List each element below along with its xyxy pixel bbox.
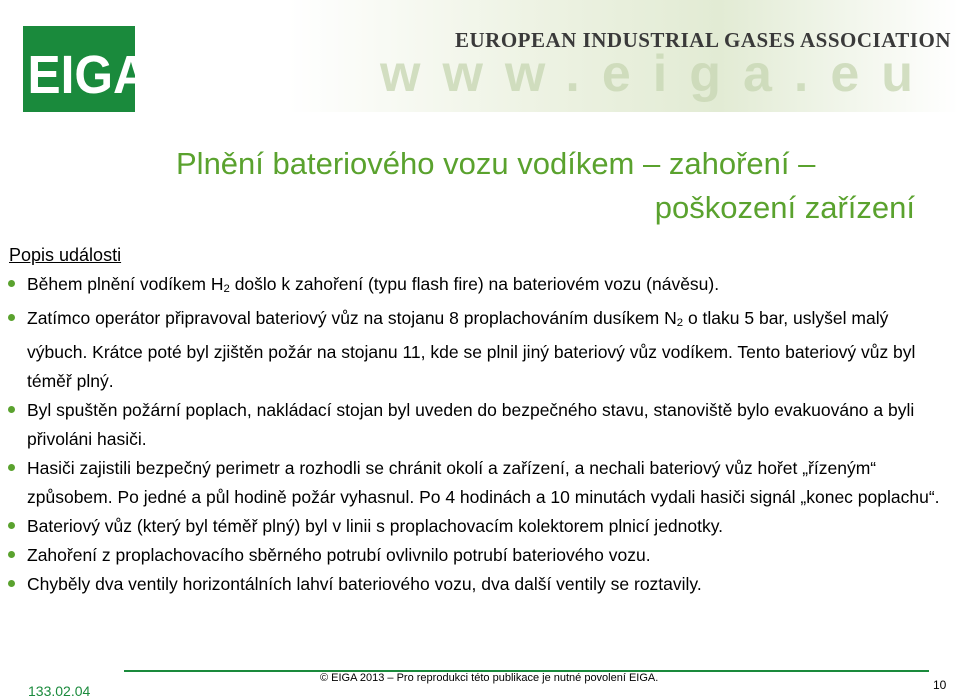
association-name: EUROPEAN INDUSTRIAL GASES ASSOCIATION (455, 28, 951, 52)
bullet-icon (8, 464, 15, 471)
bullet-icon (8, 280, 15, 287)
bullet-icon (8, 580, 15, 587)
bullet-icon (8, 314, 15, 321)
bullet-text: Byl spuštěn požární poplach, nakládací stojan byl uveden do bezpečného stavu, stanoviště bylo evakuováno a byli přivoláni hasiči. (27, 400, 915, 449)
eiga-logo (23, 26, 149, 112)
bullet-text-cont: o tlaku 5 bar, uslyšel malý výbuch. Krátce poté byl zjištěn požár na stojanu 11, kde se plnil jiný bateriový vůz vodíkem. Tento bateriový vůz byl téměř plný. (27, 308, 916, 391)
bullet-text: Chyběly dva ventily horizontálních lahví bateriového vozu, dva další ventily se roztavily. (27, 574, 702, 594)
bullet-text: Během plnění vodíkem H (27, 274, 224, 294)
logo-text: EIGA (27, 45, 149, 105)
title-line-2: poškození zařízení (654, 190, 915, 225)
bullet-item (6, 270, 951, 304)
bullet-text: Zahoření z proplachovacího sběrného potrubí ovlivnilo potrubí bateriového vozu. (27, 545, 651, 565)
bullet-text: Bateriový vůz (který byl téměř plný) byl v linii s proplachovacím kolektorem plnicí jednotky. (27, 516, 724, 536)
bullet-text-cont: došlo k zahoření (typu flash fire) na bateriovém vozu (návěsu). (229, 274, 720, 294)
header-banner (0, 0, 959, 112)
bullet-item (6, 454, 951, 512)
footer-copyright: © EIGA 2013 – Pro reprodukci této publikace je nutné povolení EIGA. (320, 672, 659, 684)
bullet-item (6, 570, 951, 599)
bullet-icon (8, 522, 15, 529)
bullet-item (6, 304, 951, 396)
bullet-item (6, 512, 951, 541)
bullet-icon (8, 406, 15, 413)
section-heading: Popis události (9, 245, 122, 265)
bullet-item (6, 541, 951, 570)
footer-date: 133.02.04 (28, 683, 91, 699)
bullet-list (6, 270, 951, 599)
bullet-text: Hasiči zajistili bezpečný perimetr a rozhodli se chránit okolí a zařízení, a nechali bateriový vůz hořet „řízeným“ způsobem. Po jedné a půl hodině požár vyhasnul. Po 4 hodinách a 10 minutách vydali hasiči signál „konec poplachu“. (27, 458, 940, 507)
subscript: 2 (676, 317, 684, 329)
subscript: 2 (223, 283, 230, 295)
watermark: www.eiga.eu (380, 45, 936, 103)
page-number: 10 (933, 678, 947, 692)
bullet-text: Zatímco operátor připravoval bateriový vůz na stojanu 8 proplachováním dusíkem N (27, 308, 677, 328)
bullet-icon (8, 551, 15, 558)
title-line-1: Plnění bateriového vozu vodíkem – zahoření – (176, 146, 816, 181)
bullet-item (6, 396, 951, 454)
